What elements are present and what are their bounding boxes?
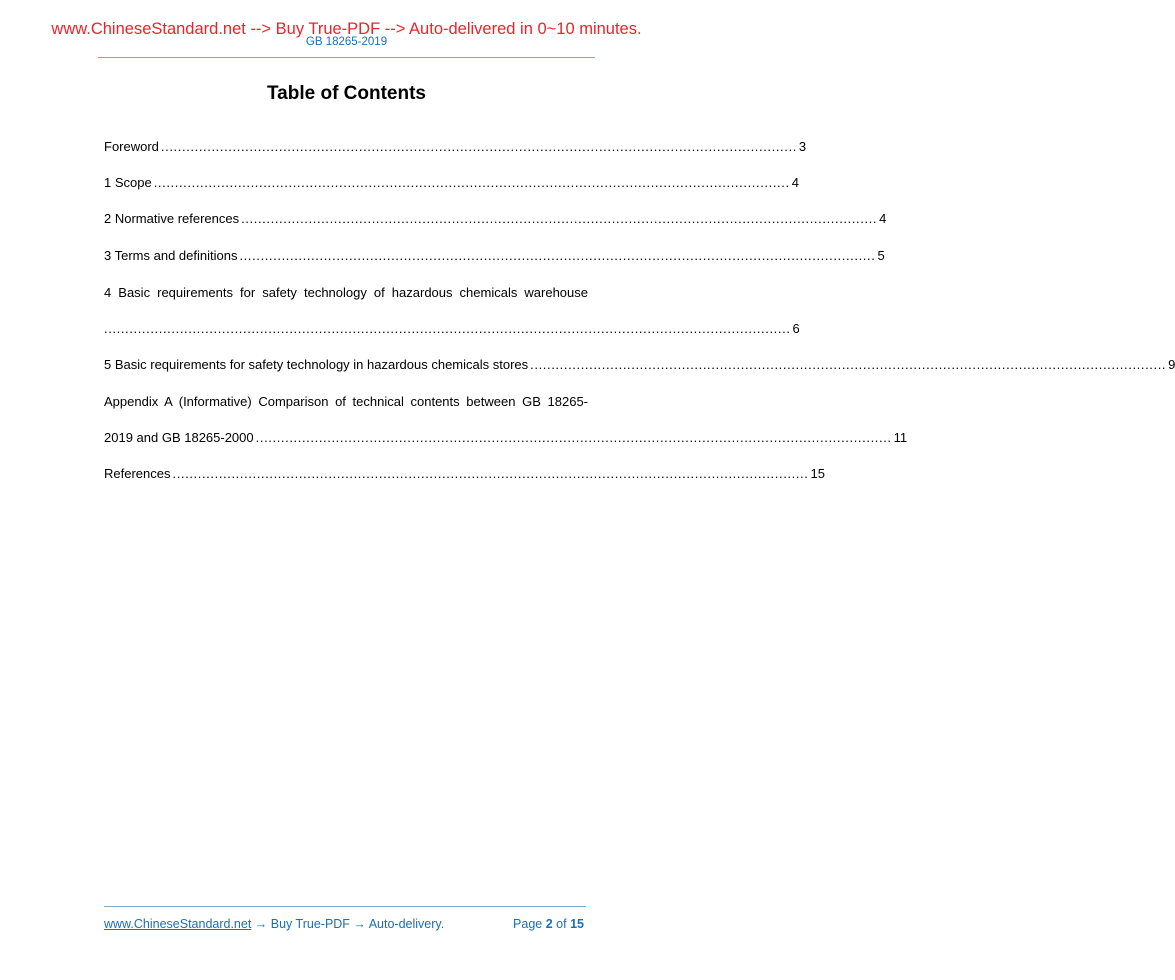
toc-leader: ....................................................................................................................................................... xyxy=(241,211,878,226)
toc-entry-appendix-a-cont[interactable] xyxy=(104,429,908,447)
toc-leader: ....................................................................................................................................................... xyxy=(530,357,1167,372)
toc-leader: ....................................................................................................................................................... xyxy=(239,248,876,263)
standard-code: GB 18265-2019 xyxy=(305,36,388,48)
toc-entry-label: 3 Terms and definitions xyxy=(104,248,238,263)
footer-divider xyxy=(104,906,586,907)
page-indicator xyxy=(513,916,584,932)
promo-banner[interactable]: www.ChineseStandard.net --> Buy True-PDF --> Auto-delivered in 0~10 minutes. xyxy=(51,20,642,38)
toc-entry-label: 2019 and GB 18265-2000 xyxy=(104,430,254,445)
toc-leader: ....................................................................................................................................................... xyxy=(160,139,797,154)
page-of-word: of xyxy=(556,917,567,931)
toc-entry-label: Appendix A (Informative) Comparison of technical contents between GB 18265- xyxy=(104,394,588,409)
footer-tagline: → Buy True-PDF → Auto-delivery. xyxy=(251,917,445,931)
toc-entry-foreword[interactable] xyxy=(104,138,807,156)
toc-entry-label: References xyxy=(104,466,171,481)
toc-entry-page: 6 xyxy=(792,321,800,336)
toc-entry-appendix-a[interactable] xyxy=(104,393,588,411)
total-pages-number: 15 xyxy=(570,917,584,931)
toc-entry-normative-references[interactable] xyxy=(104,210,887,228)
toc-leader: ....................................................................................................................................................... xyxy=(172,466,809,481)
toc-entry-page: 4 xyxy=(879,211,887,226)
page-word: Page xyxy=(513,917,543,931)
toc-entry-terms-definitions[interactable] xyxy=(104,247,885,265)
toc-entry-stores-requirements[interactable] xyxy=(104,356,1175,374)
page-title: Table of Contents xyxy=(266,83,427,104)
toc-entry-page: 3 xyxy=(798,139,807,154)
footer-site-link[interactable]: www.ChineseStandard.net xyxy=(104,917,252,931)
toc-entry-warehouse-requirements[interactable] xyxy=(104,284,588,302)
toc-entry-page: 4 xyxy=(791,175,799,190)
toc-entry-label: 4 Basic requirements for safety technology of hazardous chemicals warehouse xyxy=(104,285,588,300)
toc-leader: ................................................................................................................................................................... xyxy=(104,321,791,336)
toc-leader: ....................................................................................................................................................... xyxy=(153,175,790,190)
toc-entry-page: 9 xyxy=(1168,357,1175,372)
page-footer xyxy=(104,916,586,932)
toc-entry-warehouse-requirements-cont[interactable] xyxy=(104,320,800,338)
toc-entry-page: 15 xyxy=(810,466,825,481)
header-divider xyxy=(98,57,595,58)
toc-entry-scope[interactable] xyxy=(104,174,799,192)
toc-entry-label: 5 Basic requirements for safety technology in hazardous chemicals stores xyxy=(104,357,529,372)
current-page-number: 2 xyxy=(545,917,553,931)
toc-entry-page: 11 xyxy=(893,430,908,445)
toc-entry-label: 1 Scope xyxy=(104,175,152,190)
toc-entry-label: 2 Normative references xyxy=(104,211,240,226)
toc-leader: ....................................................................................................................................................... xyxy=(255,430,892,445)
toc-entry-label: Foreword xyxy=(104,139,159,154)
toc-entry-page: 5 xyxy=(877,248,885,263)
toc-entry-references[interactable] xyxy=(104,465,825,483)
